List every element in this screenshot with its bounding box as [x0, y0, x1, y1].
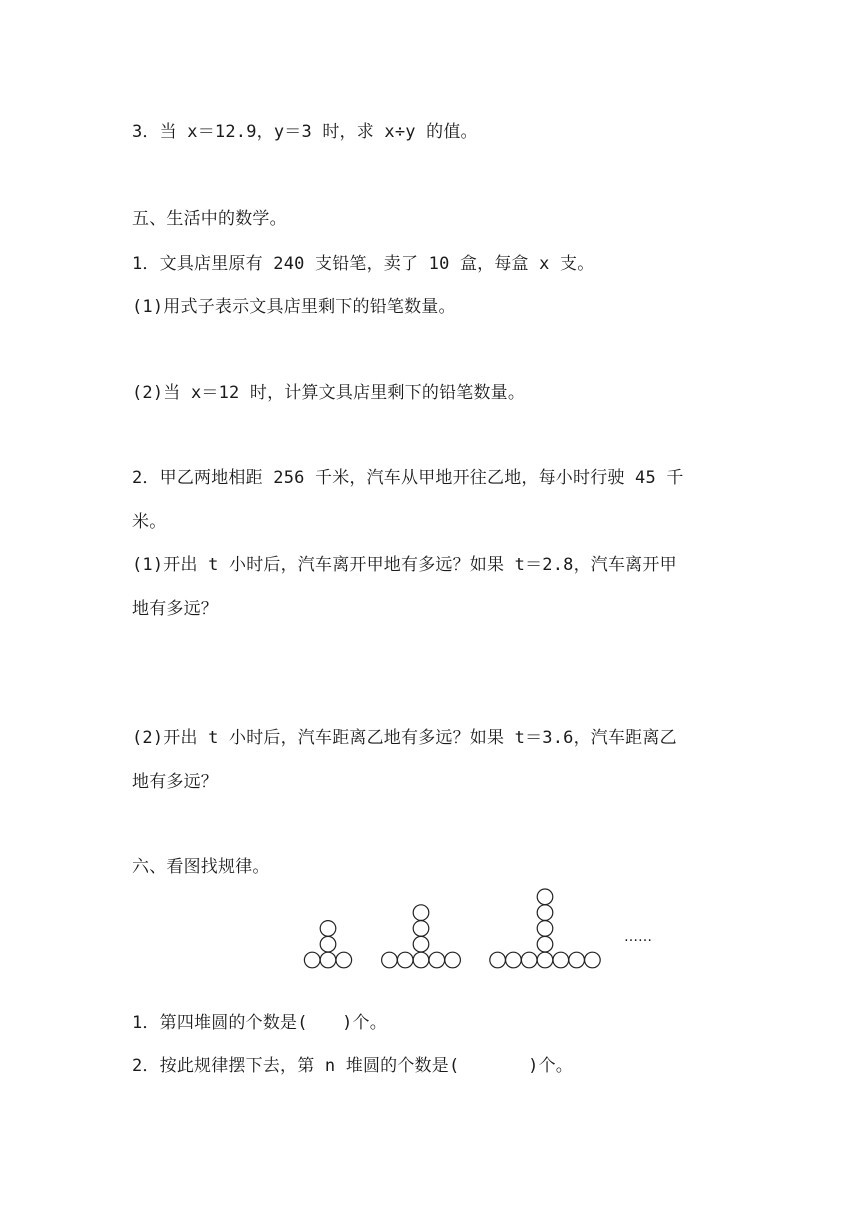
circle: [413, 921, 429, 937]
section-5-title: 五、生活中的数学。: [132, 209, 287, 229]
problem-2-part-1-cont: 地有多远？: [132, 599, 218, 619]
problem-2-part-1: (1)开出 t 小时后，汽车离开甲地有多远？如果 t＝2.8，汽车离开甲: [132, 555, 677, 575]
circle-stack-1: [304, 921, 351, 968]
circle: [506, 952, 522, 968]
problem-1-part-2: (2)当 x＝12 时，计算文具店里剩下的铅笔数量。: [132, 383, 526, 403]
circle: [320, 952, 336, 968]
problem-1: 1．文具店里原有 240 支铅笔，卖了 10 盒，每盒 x 支。: [132, 254, 595, 274]
circle: [429, 952, 445, 968]
question-6-1: 1．第四堆圆的个数是( )个。: [132, 1013, 387, 1033]
circle: [490, 952, 506, 968]
problem-2-cont: 米。: [132, 512, 167, 532]
circle: [537, 905, 553, 921]
circle: [521, 952, 537, 968]
circle: [553, 952, 569, 968]
circle-pattern-figure: [0, 880, 860, 980]
circle: [413, 936, 429, 952]
circle: [397, 952, 413, 968]
circle-stack-2: [382, 905, 461, 968]
circle: [569, 952, 585, 968]
question-3: 3．当 x＝12.9，y＝3 时，求 x÷y 的值。: [132, 122, 478, 142]
section-6-title: 六、看图找规律。: [132, 857, 270, 877]
circle: [537, 952, 553, 968]
circle: [382, 952, 398, 968]
circle: [537, 936, 553, 952]
problem-2: 2．甲乙两地相距 256 千米，汽车从甲地开往乙地，每小时行驶 45 千: [132, 468, 684, 488]
circle-pattern-svg: [0, 880, 860, 980]
question-6-2: 2．按此规律摆下去，第 n 堆圆的个数是( )个。: [132, 1056, 574, 1076]
circle: [413, 905, 429, 921]
pattern-ellipsis: ……: [624, 929, 652, 945]
problem-2-part-2-cont: 地有多远？: [132, 772, 218, 792]
circle: [320, 936, 336, 952]
circle: [445, 952, 461, 968]
circle: [585, 952, 601, 968]
problem-2-part-2: (2)开出 t 小时后，汽车距离乙地有多远？如果 t＝3.6，汽车距离乙: [132, 728, 677, 748]
circle: [336, 952, 352, 968]
circle: [537, 921, 553, 937]
circle: [537, 889, 553, 905]
circle: [413, 952, 429, 968]
problem-1-part-1: (1)用式子表示文具店里剩下的铅笔数量。: [132, 297, 456, 317]
circle-stack-3: [490, 889, 600, 968]
circle: [320, 921, 336, 937]
circle: [304, 952, 320, 968]
